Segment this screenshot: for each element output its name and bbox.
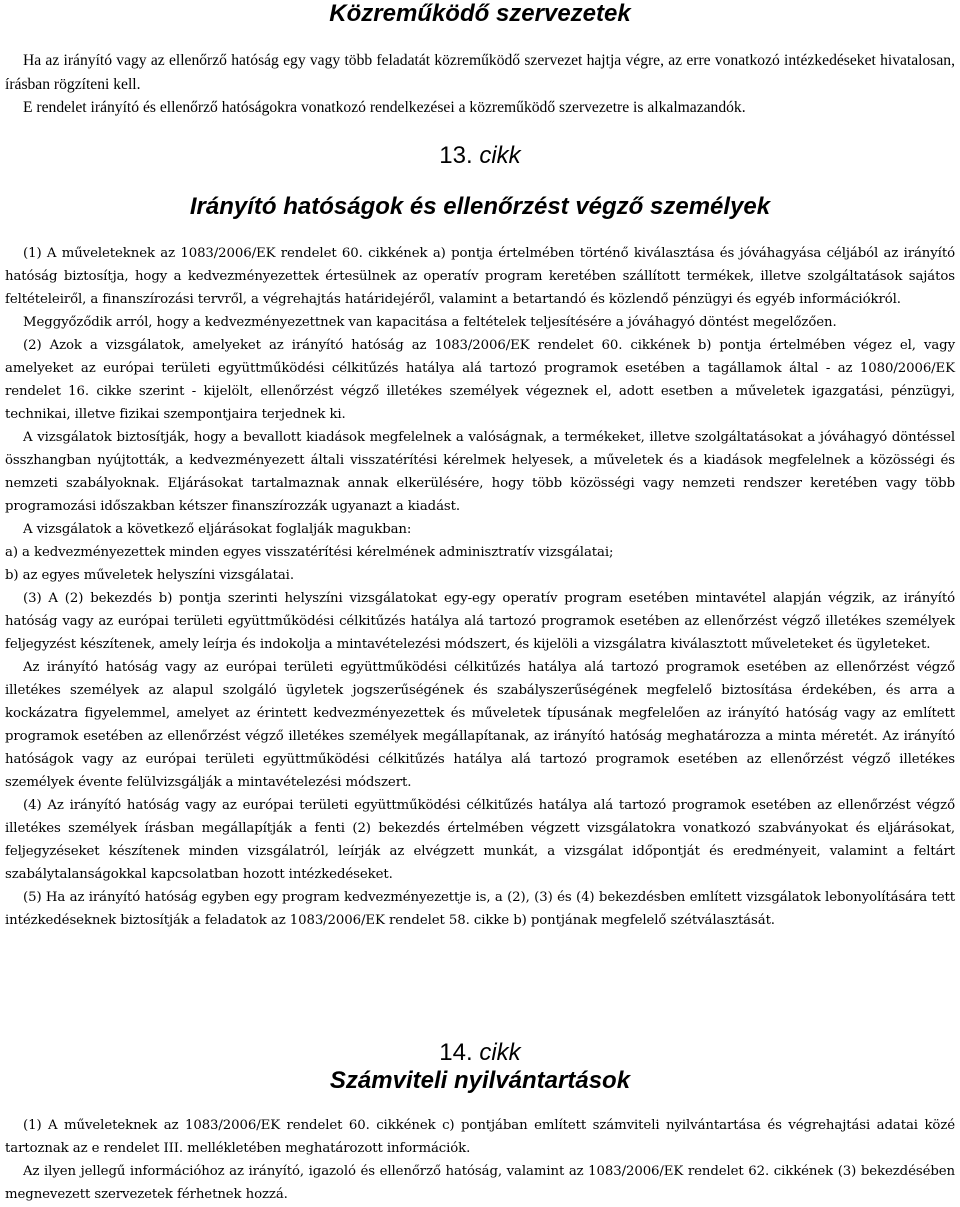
- article-13-title: Irányító hatóságok és ellenőrzést végző személyek: [189, 193, 771, 220]
- paragraph: E rendelet irányító és ellenőrző hatóságokra vonatkozó rendelkezései a közreműködő szervezetre is alkalmazandók.: [23, 99, 746, 116]
- article-word: cikk: [479, 142, 521, 169]
- paragraph: (5) Ha az irányító hatóság egyben egy program kedvezményezettje is, a (2), (3) és (4) bekezdésben említett vizsgálatok lebonyolítására tett intézkedéseknek biztosítják a feladatok az 1083/2006/EK rendelet 58. cikke b) pontjának megfelelő szétválasztását.: [5, 890, 955, 928]
- article-number: 14.: [439, 1039, 473, 1066]
- article-13-heading: [0, 142, 960, 170]
- paragraph: Az irányító hatóság vagy az európai területi együttműködési célkitűzés hatálya alá tartozó programok esetében az ellenőrzést végző illetékes személyek az alapul szolgáló ügyletek jogszerűségének és szabályszerűségének megfelelő biztosítása érdekében, és arra a kockázatra figyelemmel, amelyet az érintett kedvezményezettek és műveletek típusának megfelelően az irányító hatóság vagy az említett programok esetében az ellenőrzést végző illetékes személyek megállapítanak, az irányító hatóság meghatározza a minta méretét. Az irányító hatóságok vagy az európai területi együttműködési célkitűzés hatálya alá tartozó programok esetében az ellenőrzést végző illetékes személyek évente felülvizsgálják a mintavételezési módszert.: [5, 660, 955, 790]
- paragraph: A vizsgálatok a következő eljárásokat foglalják magukban:: [23, 522, 412, 537]
- section-title: Közreműködő szervezetek: [329, 0, 631, 27]
- paragraph: Az ilyen jellegű információhoz az irányító, igazoló és ellenőrző hatóság, valamint az 1083/2006/EK rendelet 62. cikkének (3) bekezdésében megnevezett szervezetek férhetnek hozzá.: [5, 1164, 955, 1202]
- article-14-body: [5, 1114, 955, 1206]
- paragraph: Ha az irányító vagy az ellenőrző hatóság egy vagy több feladatát közreműködő szervezet hajtja végre, az erre vonatkozó intézkedéseket hivatalosan, írásban rögzíteni kell.: [5, 52, 955, 93]
- paragraph: A vizsgálatok biztosítják, hogy a bevallott kiadások megfelelnek a valóságnak, a termékeket, illetve szolgáltatásokat a jóváhagyó döntéssel összhangban nyújtották, a kedvezményezett általi visszatérítési kérelmek helyesek, a műveletek és a kiadások megfelelnek a közösségi és nemzeti szabályoknak. Eljárásokat tartalmaznak annak elkerülésére, hogy több közösségi vagy nemzeti rendszer keretében vagy több programozási időszakban kétszer finanszírozzák ugyanazt a kiadást.: [5, 430, 955, 514]
- article-number: 13.: [439, 142, 473, 169]
- paragraph: (1) A műveleteknek az 1083/2006/EK rendelet 60. cikkének a) pontja értelmében történő kiválasztása és jóváhagyása céljából az irányító hatóság biztosítja, hogy a kedvezményezettek értesülnek az operatív program keretében szállított termékek, illetve szolgáltatások sajátos feltételeiről, a finanszírozási tervről, a végrehajtás határidejéről, valamint a betartandó és közlendő pénzügyi és egyéb információkról.: [5, 246, 955, 307]
- paragraph: (1) A műveleteknek az 1083/2006/EK rendelet 60. cikkének c) pontjában említett számviteli nyilvántartása és végrehajtási adatai közé tartoznak az e rendelet III. mellékletében meghatározott információk.: [5, 1118, 955, 1156]
- paragraph: (4) Az irányító hatóság vagy az európai területi együttműködési célkitűzés hatálya alá tartozó programok esetében az ellenőrzést végző illetékes személyek írásban megállapítják a fenti (2) bekezdés értelmében végzett vizsgálatokra vonatkozó szabványokat és eljárásokat, feljegyzéseket készítenek minden vizsgálatról, leírják az elvégzett munkát, a vizsgálat időpontját és eredményeit, valamint a feltárt szabálytalanságokkal kapcsolatban hozott intézkedéseket.: [5, 798, 955, 882]
- paragraph: Meggyőződik arról, hogy a kedvezményezettnek van kapacitása a feltételek teljesítésére a jóváhagyó döntést megelőzően.: [23, 315, 837, 330]
- list-item: a) a kedvezményezettek minden egyes visszatérítési kérelmének adminisztratív vizsgálatai;: [5, 545, 614, 560]
- article-14-title: Számviteli nyilvántartások: [329, 1067, 631, 1094]
- article-13-body: [5, 242, 955, 932]
- article-word: cikk: [479, 1039, 521, 1066]
- section-intro: [5, 49, 955, 120]
- article-14-heading: [0, 1039, 960, 1067]
- paragraph: (3) A (2) bekezdés b) pontja szerinti helyszíni vizsgálatokat egy-egy operatív program esetében mintavétel alapján végzik, az irányító hatóság vagy az európai területi együttműködési célkitűzés hatálya alá tartozó programok esetében az ellenőrzést végző illetékes személyek feljegyzést készítenek, amely leírja és indokolja a mintavételezési módszert, és kijelöli a vizsgálatra kiválasztott műveleteket és ügyleteket.: [5, 591, 955, 652]
- paragraph: (2) Azok a vizsgálatok, amelyeket az irányító hatóság az 1083/2006/EK rendelet 60. cikkének b) pontja értelmében végez el, vagy amelyeket az európai területi együttműködési célkitűzés hatálya alá tartozó programok esetében a tagállamok által - az 1080/2006/EK rendelet 16. cikke szerint - kijelölt, ellenőrzést végző illetékes személyek végeznek el, adott esetben a műveletek igazgatási, pénzügyi, technikai, illetve fizikai szempontjaira terjednek ki.: [5, 338, 955, 422]
- list-item: b) az egyes műveletek helyszíni vizsgálatai.: [5, 568, 294, 583]
